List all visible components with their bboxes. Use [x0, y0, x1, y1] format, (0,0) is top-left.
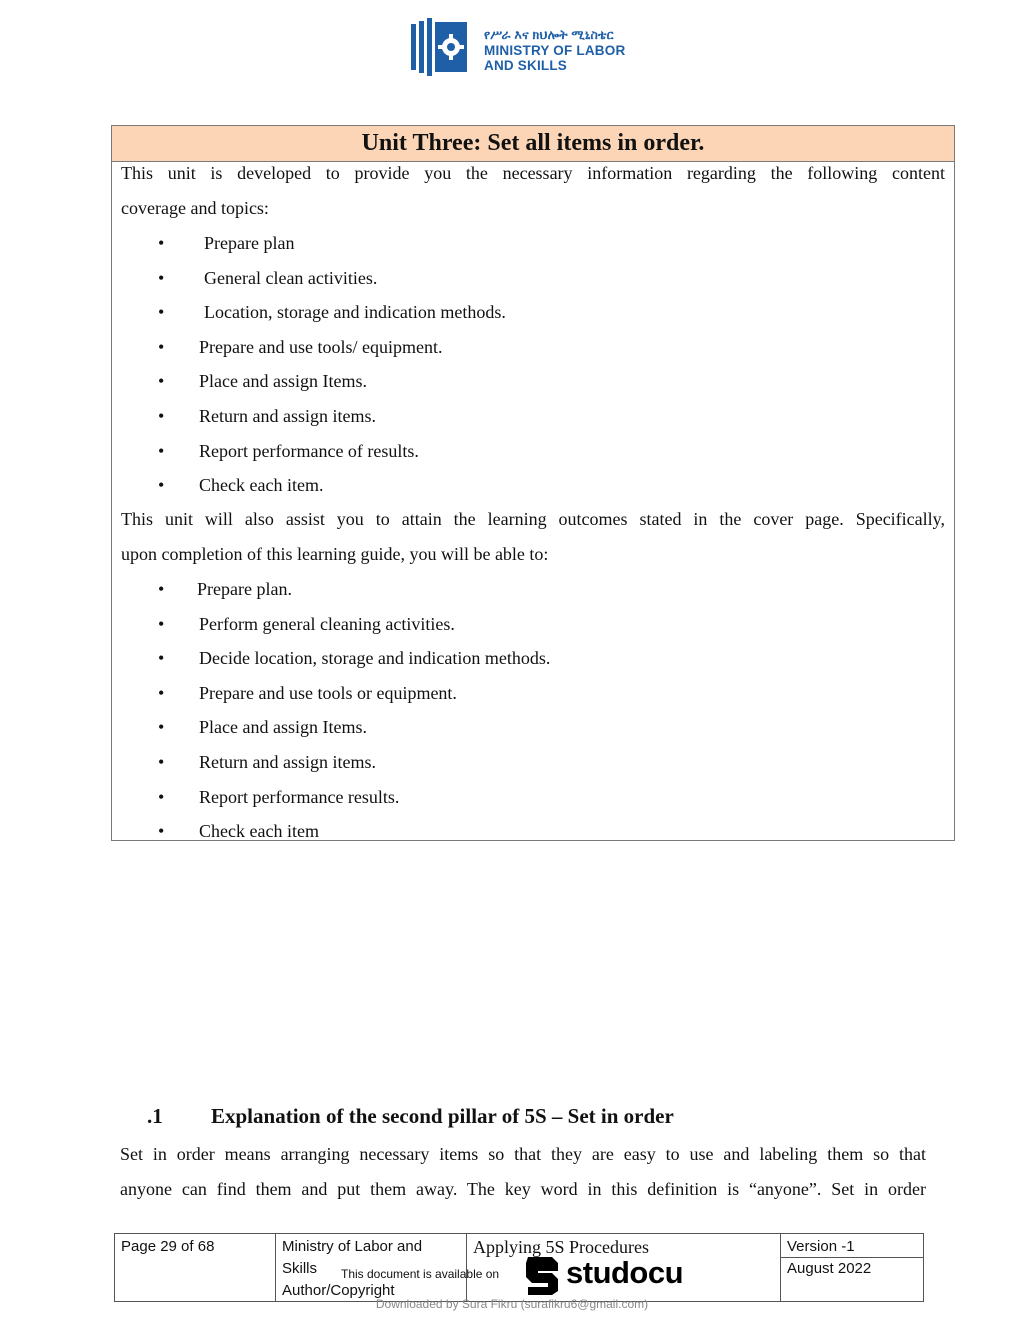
outcomes-intro-line-1: This unit will also assist you to attain the learning outcomes stated in the cover page. Specifically,	[121, 509, 945, 529]
studocu-wordmark: studocu	[566, 1255, 684, 1290]
list-item-text: Prepare and use tools/ equipment.	[199, 336, 443, 357]
list-item	[112, 814, 952, 849]
list-item	[112, 710, 952, 745]
list-item	[112, 780, 952, 815]
footer-version: Version -1	[781, 1234, 923, 1258]
bullet-icon: •	[158, 751, 165, 772]
footer-version-cell	[781, 1234, 923, 1301]
page-footer-table	[114, 1233, 924, 1302]
list-item	[112, 364, 952, 399]
unit-intro-line-1: This unit is developed to provide you the necessary information regarding the following content	[121, 163, 945, 183]
footer-org-line-3: Author/Copyright	[282, 1282, 395, 1299]
bullet-icon: •	[158, 682, 165, 703]
list-item	[112, 641, 952, 676]
footer-page-number: Page 29 of 68	[115, 1234, 276, 1301]
list-item	[112, 745, 952, 780]
bullet-icon: •	[158, 336, 165, 357]
bullet-icon: •	[158, 405, 165, 426]
bullet-icon: •	[158, 475, 165, 496]
list-item-text: Report performance of results.	[199, 440, 419, 461]
list-item-text: Check each item	[199, 821, 319, 842]
bullet-icon: •	[158, 371, 165, 392]
list-item	[112, 468, 952, 503]
unit-overview-box	[111, 125, 955, 841]
bullet-icon: •	[158, 440, 165, 461]
bullet-icon: •	[158, 786, 165, 807]
list-item-text: Return and assign items.	[199, 751, 376, 772]
list-item-text: Prepare plan	[204, 233, 295, 253]
list-item-text: Prepare plan.	[197, 579, 292, 599]
list-item-text: Return and assign items.	[199, 405, 376, 426]
bullet-icon: •	[158, 302, 165, 323]
footer-document-title: Applying 5S Procedures	[467, 1234, 781, 1301]
unit-intro-paragraph	[121, 156, 945, 225]
logo-line-2: AND SKILLS	[484, 58, 567, 73]
footer-org-line-1: Ministry of Labor and	[282, 1238, 423, 1255]
list-item-text: Place and assign Items.	[199, 371, 367, 392]
list-item	[112, 295, 952, 330]
body-line-2: anyone can find them and put them away. The key word in this definition is “anyone”. Set in order	[120, 1179, 926, 1199]
outcomes-list	[112, 572, 952, 849]
list-item	[112, 572, 952, 607]
ministry-logo-icon	[409, 18, 469, 78]
body-line-1: Set in order means arranging necessary items so that they are easy to use and labeling them so that	[120, 1144, 926, 1164]
footer-date: August 2022	[787, 1260, 872, 1277]
studocu-s-icon	[522, 1253, 562, 1297]
list-item-text: Location, storage and indication methods.	[204, 302, 506, 323]
list-item-text: Prepare and use tools or equipment.	[199, 682, 457, 703]
list-item	[112, 330, 952, 365]
section-body-paragraph	[120, 1137, 926, 1207]
logo-wordmark	[484, 28, 625, 73]
studocu-logo[interactable]	[522, 1253, 687, 1297]
studocu-availability-note: This document is available on	[341, 1267, 500, 1281]
bullet-icon: •	[158, 267, 165, 288]
list-item-text: Decide location, storage and indication methods.	[199, 648, 551, 669]
list-item-text: Check each item.	[199, 475, 324, 496]
section-title: Explanation of the second pillar of 5S – Set in order	[211, 1104, 674, 1128]
topics-list	[112, 226, 952, 503]
list-item	[112, 226, 952, 261]
bullet-icon: •	[158, 613, 165, 634]
section-heading	[147, 1100, 674, 1132]
unit-intro-line-2: coverage and topics:	[121, 197, 269, 218]
logo-line-1: MINISTRY OF LABOR	[484, 43, 626, 58]
list-item	[112, 261, 952, 296]
list-item	[112, 399, 952, 434]
list-item-text: Report performance results.	[199, 786, 400, 807]
outcomes-intro-line-2: upon completion of this learning guide, you will be able to:	[121, 543, 549, 564]
bullet-icon: •	[158, 648, 165, 669]
learning-outcomes-paragraph	[121, 502, 945, 571]
section-number: .1	[147, 1104, 163, 1128]
footer-org-line-2: Skills	[282, 1260, 318, 1277]
bullet-icon: •	[158, 717, 165, 738]
download-watermark: Downloaded by Sura Fikru (surafikru6@gmail.com)	[375, 1297, 649, 1311]
logo-amharic-text: የሥራ እና ክህሎት ሚኒስቴር	[484, 28, 614, 42]
unit-title: Unit Three: Set all items in order.	[112, 126, 954, 162]
bullet-icon: •	[158, 579, 165, 599]
bullet-icon: •	[158, 233, 165, 253]
ministry-logo	[409, 18, 649, 78]
list-item	[112, 434, 952, 469]
list-item-text: Perform general cleaning activities.	[199, 613, 455, 634]
list-item	[112, 676, 952, 711]
list-item	[112, 607, 952, 642]
list-item-text: General clean activities.	[204, 267, 378, 288]
list-item-text: Place and assign Items.	[199, 717, 367, 738]
bullet-icon: •	[158, 821, 165, 842]
